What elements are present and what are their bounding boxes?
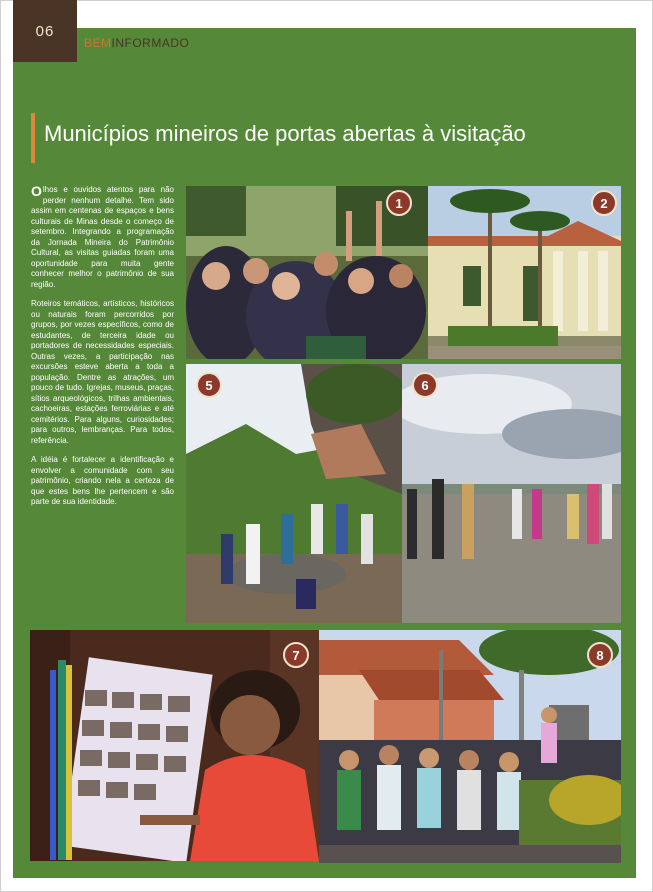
photo-5-number-badge: 5 (196, 372, 222, 398)
magazine-brand (84, 36, 189, 50)
page-number: 06 (13, 0, 77, 62)
photo-8-number-badge: 8 (587, 642, 613, 668)
paragraph-3: A idéia é fortalecer a identificação e envolver a comunidade com seu patrimônio, criando nela a certeza de que estes bens lhe pertencem e são parte de sua identidade. (31, 455, 174, 506)
paragraph-1 (31, 185, 174, 290)
title-accent-bar (31, 113, 35, 163)
brand-part1: BEM (84, 36, 112, 50)
photo-5-hiking-group (186, 364, 402, 623)
paragraph-2: Roteiros temáticos, artísticos, históricos ou naturais foram percorridos por grupos, por vezes específicos, como de estudantes, de terceira idade ou portadores de necessidades especiais. Outras vezes, a participação nas excursões esteve aberta a toda a população. Dentre as atrações, um pouco de tudo. Igrejas, museus, praças, sítios arqueológicos, trilhas ambientais, cachoeiras, estações ferroviárias e até cemitérios. Para alguns, curiosidades; para outros, lembranças. Para todos, referência. (31, 299, 174, 445)
photo-8-street-crowd (319, 630, 621, 863)
photo-6-stone-plaza-group (402, 364, 621, 623)
photo-1-students-looking-up (186, 186, 428, 359)
photo-7-number-badge: 7 (283, 642, 309, 668)
brand-part2: INFORMADO (111, 36, 190, 50)
article-body (31, 185, 174, 517)
photo-6-number-badge: 6 (412, 372, 438, 398)
paragraph-1-text: lhos e ouvidos atentos para não perder nenhum detalhe. Tem sido assim em centenas de espaços e bens culturais de Minas desde o começo de setembro. Integrando a programação da Jornada Mineira do Patrimônio Cultural, as visitas guiadas foram uma oportunidade para muita gente conhecer melhor o patrimônio de sua região. (31, 185, 174, 289)
article-title: Municípios mineiros de portas abertas à visitação (44, 121, 526, 146)
photo-1-number-badge: 1 (386, 190, 412, 216)
photo-7-photo-exhibit (30, 630, 319, 861)
photo-2-colonial-building (428, 186, 621, 359)
photo-2-number-badge: 2 (591, 190, 617, 216)
drop-cap: O (31, 183, 42, 199)
